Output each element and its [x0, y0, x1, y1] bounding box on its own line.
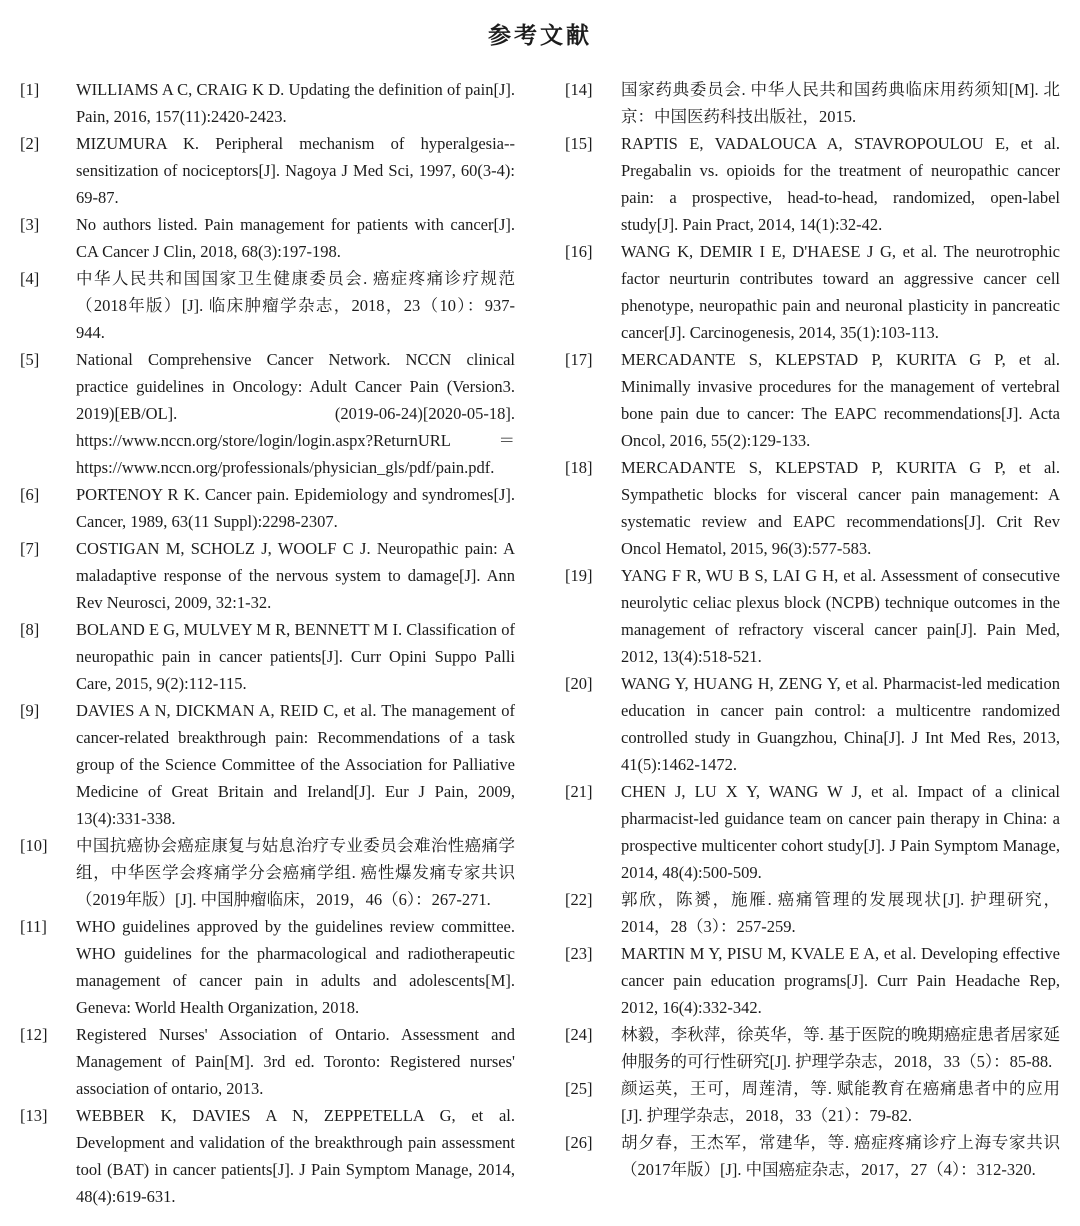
- reference-item: [565, 1075, 1060, 1129]
- reference-number: [4]: [20, 269, 40, 288]
- reference-number: [1]: [20, 80, 40, 99]
- reference-text: National Comprehensive Cancer Network. NCCN clinical practice guidelines in Oncology: Adult Cancer Pain (Version3. 2019)[EB/OL]. (2019-06-24)[2020-05-18]. https://www.nccn.org/store/login/login.aspx?ReturnURL ＝ https://www.nccn.org/professionals/physician_gls/pdf/pain.pdf.: [76, 350, 515, 477]
- reference-item: [20, 616, 515, 697]
- reference-item: [20, 346, 515, 481]
- reference-number: [17]: [565, 350, 593, 369]
- references-column-left: [20, 76, 515, 1210]
- reference-number: [24]: [565, 1025, 593, 1044]
- reference-number: [7]: [20, 539, 40, 558]
- reference-item: [565, 1129, 1060, 1183]
- reference-item: [565, 346, 1060, 454]
- reference-text: DAVIES A N, DICKMAN A, REID C, et al. The management of cancer-related breakthrough pain: Recommendations of a task group of the Science Committee of the Association for Palliative Medicine of Great Britain and Ireland[J]. Eur J Pain, 2009, 13(4):331-338.: [76, 701, 515, 828]
- reference-text: MIZUMURA K. Peripheral mechanism of hyperalgesia--sensitization of nociceptors[J]. Nagoya J Med Sci, 1997, 60(3-4): 69-87.: [76, 134, 515, 207]
- reference-text: RAPTIS E, VADALOUCA A, STAVROPOULOU E, et al. Pregabalin vs. opioids for the treatment of neuropathic cancer pain: a prospective, head-to-head, randomized, open-label study[J]. Pain Pract, 2014, 14(1):32-42.: [621, 134, 1060, 234]
- reference-item: [565, 454, 1060, 562]
- reference-item: [565, 670, 1060, 778]
- reference-item: [565, 940, 1060, 1021]
- reference-item: [20, 1021, 515, 1102]
- reference-item: [20, 697, 515, 832]
- reference-item: [20, 265, 515, 346]
- reference-number: [3]: [20, 215, 40, 234]
- reference-item: [565, 238, 1060, 346]
- reference-number: [22]: [565, 890, 593, 909]
- reference-text: MARTIN M Y, PISU M, KVALE E A, et al. Developing effective cancer pain education programs[J]. Curr Pain Headache Rep, 2012, 16(4):332-342.: [621, 944, 1060, 1017]
- reference-number: [21]: [565, 782, 593, 801]
- reference-item: [20, 76, 515, 130]
- reference-text: YANG F R, WU B S, LAI G H, et al. Assessment of consecutive neurolytic celiac plexus block (NCPB) technique outcomes in the management of refractory visceral cancer pain[J]. Pain Med, 2012, 13(4):518-521.: [621, 566, 1060, 666]
- reference-text: MERCADANTE S, KLEPSTAD P, KURITA G P, et al. Sympathetic blocks for visceral cancer pain management: A systematic review and EAPC recommendations[J]. Crit Rev Oncol Hematol, 2015, 96(3):577-583.: [621, 458, 1060, 558]
- reference-item: [565, 886, 1060, 940]
- reference-number: [8]: [20, 620, 40, 639]
- reference-text: 胡夕春，王杰军，常建华，等. 癌症疼痛诊疗上海专家共识（2017年版）[J]. 中国癌症杂志，2017，27（4）：312-320.: [621, 1133, 1060, 1179]
- reference-item: [20, 913, 515, 1021]
- reference-number: [19]: [565, 566, 593, 585]
- reference-text: WANG K, DEMIR I E, D'HAESE J G, et al. The neurotrophic factor neurturin contributes toward an aggressive cancer cell phenotype, neuropathic pain and neuronal plasticity in pancreatic cancer[J]. Carcinogenesis, 2014, 35(1):103-113.: [621, 242, 1060, 342]
- reference-number: [12]: [20, 1025, 48, 1044]
- reference-text: WHO guidelines approved by the guidelines review committee. WHO guidelines for the pharmacological and radiotherapeutic management of cancer pain in adults and adolescents[M]. Geneva: World Health Organization, 2018.: [76, 917, 515, 1017]
- reference-text: PORTENOY R K. Cancer pain. Epidemiology and syndromes[J]. Cancer, 1989, 63(11 Suppl):2298-2307.: [76, 485, 515, 531]
- reference-item: [565, 778, 1060, 886]
- reference-item: [565, 562, 1060, 670]
- reference-text: WEBBER K, DAVIES A N, ZEPPETELLA G, et al. Development and validation of the breakthrough pain assessment tool (BAT) in cancer patients[J]. J Pain Symptom Manage, 2014, 48(4):619-631.: [76, 1106, 515, 1206]
- reference-text: WANG Y, HUANG H, ZENG Y, et al. Pharmacist-led medication education in cancer pain control: a multicentre randomized controlled study in Guangzhou, China[J]. J Int Med Res, 2013, 41(5):1462-1472.: [621, 674, 1060, 774]
- reference-number: [6]: [20, 485, 40, 504]
- references-columns: [20, 76, 1060, 1210]
- reference-number: [18]: [565, 458, 593, 477]
- reference-text: 郭欣，陈赟，施雁. 癌痛管理的发展现状[J]. 护理研究，2014，28（3）：257-259.: [621, 890, 1060, 936]
- reference-number: [16]: [565, 242, 593, 261]
- reference-number: [10]: [20, 836, 48, 855]
- reference-number: [2]: [20, 134, 40, 153]
- reference-number: [11]: [20, 917, 47, 936]
- reference-text: 颜运英，王可，周莲清，等. 赋能教育在癌痛患者中的应用[J]. 护理学杂志，2018，33（21）：79-82.: [621, 1079, 1060, 1125]
- reference-text: BOLAND E G, MULVEY M R, BENNETT M I. Classification of neuropathic pain in cancer patients[J]. Curr Opini Suppo Palli Care, 2015, 9(2):112-115.: [76, 620, 515, 693]
- reference-item: [20, 535, 515, 616]
- reference-item: [20, 481, 515, 535]
- reference-number: [14]: [565, 80, 593, 99]
- reference-text: 国家药典委员会. 中华人民共和国药典临床用药须知[M]. 北京：中国医药科技出版社，2015.: [621, 80, 1060, 126]
- reference-number: [25]: [565, 1079, 593, 1098]
- reference-item: [20, 1102, 515, 1210]
- reference-text: 中华人民共和国国家卫生健康委员会. 癌症疼痛诊疗规范（2018年版）[J]. 临床肿瘤学杂志，2018，23（10）：937-944.: [76, 269, 515, 342]
- reference-item: [20, 130, 515, 211]
- reference-number: [9]: [20, 701, 40, 720]
- reference-number: [26]: [565, 1133, 593, 1152]
- reference-text: No authors listed. Pain management for patients with cancer[J]. CA Cancer J Clin, 2018, 68(3):197-198.: [76, 215, 515, 261]
- reference-text: MERCADANTE S, KLEPSTAD P, KURITA G P, et al. Minimally invasive procedures for the management of vertebral bone pain due to cancer: The EAPC recommendations[J]. Acta Oncol, 2016, 55(2):129-133.: [621, 350, 1060, 450]
- reference-number: [13]: [20, 1106, 48, 1125]
- page-title: 参考文献: [488, 22, 592, 48]
- reference-item: [565, 1021, 1060, 1075]
- reference-text: WILLIAMS A C, CRAIG K D. Updating the definition of pain[J]. Pain, 2016, 157(11):2420-2423.: [76, 80, 515, 126]
- reference-text: CHEN J, LU X Y, WANG W J, et al. Impact of a clinical pharmacist-led guidance team on cancer pain therapy in China: a prospective multicenter cohort study[J]. J Pain Symptom Manage, 2014, 48(4):500-509.: [621, 782, 1060, 882]
- reference-number: [20]: [565, 674, 593, 693]
- reference-item: [20, 832, 515, 913]
- references-column-right: [565, 76, 1060, 1183]
- reference-number: [15]: [565, 134, 593, 153]
- reference-text: 中国抗癌协会癌症康复与姑息治疗专业委员会难治性癌痛学组，中华医学会疼痛学分会癌痛学组. 癌性爆发痛专家共识（2019年版）[J]. 中国肿瘤临床，2019，46（6）：267-271.: [76, 836, 515, 909]
- reference-item: [565, 76, 1060, 130]
- reference-item: [20, 211, 515, 265]
- reference-text: 林毅，李秋萍，徐英华，等. 基于医院的晚期癌症患者居家延伸服务的可行性研究[J]. 护理学杂志，2018，33（5）：85-88.: [621, 1025, 1060, 1071]
- reference-text: Registered Nurses' Association of Ontario. Assessment and Management of Pain[M]. 3rd ed. Toronto: Registered nurses' association of ontario, 2013.: [76, 1025, 515, 1098]
- reference-item: [565, 130, 1060, 238]
- reference-number: [5]: [20, 350, 40, 369]
- reference-text: COSTIGAN M, SCHOLZ J, WOOLF C J. Neuropathic pain: A maladaptive response of the nervous system to damage[J]. Ann Rev Neurosci, 2009, 32:1-32.: [76, 539, 515, 612]
- reference-number: [23]: [565, 944, 593, 963]
